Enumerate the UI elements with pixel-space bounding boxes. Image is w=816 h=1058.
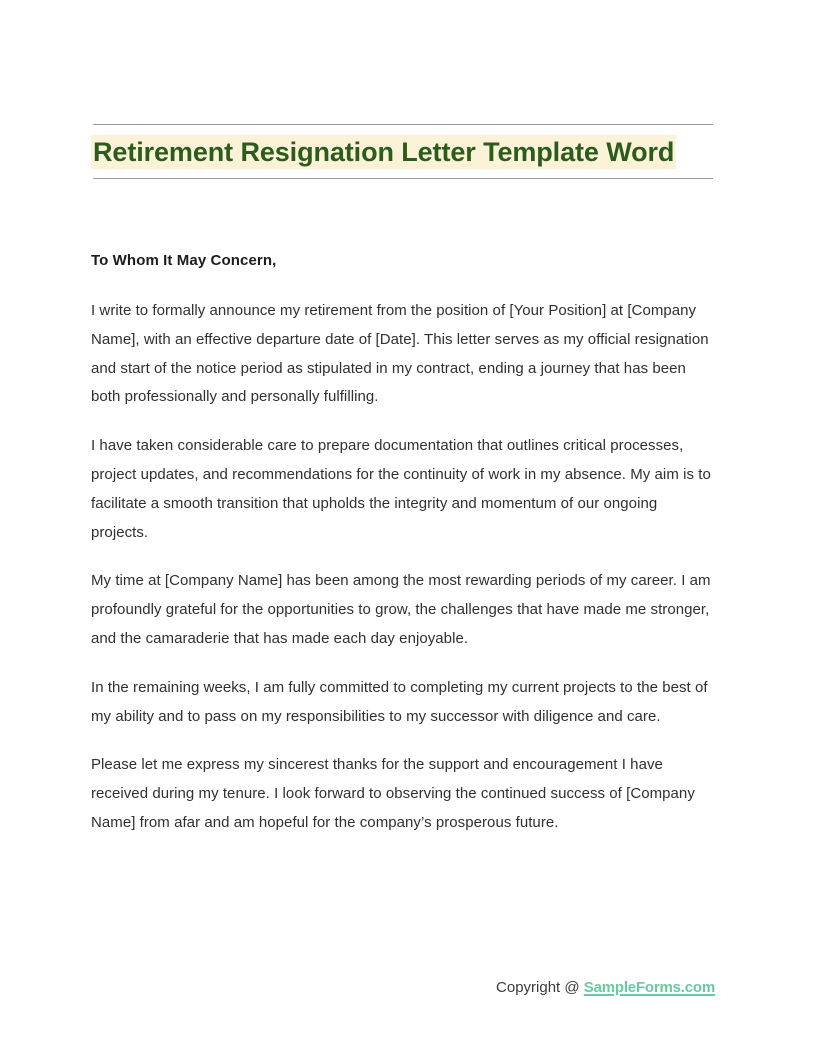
letter-paragraph-1: I write to formally announce my retirement from the position of [Your Position] at [Company Name], with an effective departure date of [Date]. This letter serves as my official resignation and start of the notice period as stipulated in my contract, ending a journey that has been both professionally and personally fulfilling. [91,302,709,406]
document-title-block [93,124,713,179]
title-bottom-rule [93,178,713,179]
letter-paragraph-5: Please let me express my sincerest thanks for the support and encouragement I have received during my tenure. I look forward to observing the continued success of [Company Name] from afar and am hopeful for the company’s prosperous future. [91,756,695,831]
letter-body [91,250,715,838]
letter-paragraph-4: In the remaining weeks, I am fully committed to completing my current projects to the best of my ability and to pass on my responsibilities to my successor with diligence and care. [91,678,708,725]
letter-paragraph-2: I have taken considerable care to prepare documentation that outlines critical processes, project updates, and recommendations for the continuity of work in my absence. My aim is to facilitate a smooth transition that upholds the integrity and momentum of our ongoing projects. [91,437,711,541]
title-row [93,125,713,178]
page-title: Retirement Resignation Letter Template Word [93,137,675,167]
letter-salutation: To Whom It May Concern, [91,252,277,269]
sampleforms-link[interactable]: SampleForms.com [583,979,715,996]
letter-paragraph-3: My time at [Company Name] has been among the most rewarding periods of my career. I am profoundly grateful for the opportunities to grow, the challenges that have made me stronger, and the camaraderie that has made each day enjoyable. [91,572,711,647]
copyright-label: Copyright @ [496,979,584,996]
footer [91,977,715,999]
